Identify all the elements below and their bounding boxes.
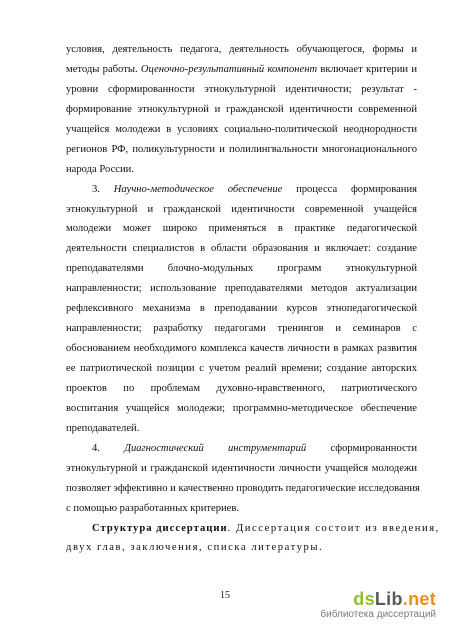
page-number: 15 xyxy=(220,590,230,601)
text-line: рефлексивного механизма в преподавании курсов этнопедагогической xyxy=(66,303,417,315)
text-line: позволяет эффективно и качественно проводить педагогические исследования xyxy=(66,482,420,494)
text-line: народа России. xyxy=(66,163,134,175)
text-line: преподавателей. xyxy=(66,422,140,434)
text-line: методы работы. Оценочно-результативный компонент включает критерии и xyxy=(66,63,417,75)
text-line: формирование этнокультурной и гражданской идентичности современной xyxy=(66,103,417,115)
text-line: обоснованием необходимого комплекса качеств личности в рамках развития xyxy=(66,343,417,355)
diagnostic-toolkit-term: Диагностический инструментарий xyxy=(124,442,307,454)
text-line: ее патриотической позиции с учетом реалий времени; создание авторских xyxy=(66,363,417,374)
structure-heading: Структура диссертации xyxy=(92,522,228,534)
dissertation-page-text xyxy=(66,40,440,558)
dslib-subtitle: библиотека диссертаций xyxy=(320,609,436,620)
text-line: учащейся молодежи в условиях социально-политической неоднородности xyxy=(66,123,417,135)
text-line: молодежи может широко применяться в практике педагогической xyxy=(66,223,417,235)
text-line: воспитания учащейся молодежи; программно-методическое обеспечение xyxy=(66,402,417,414)
text-line: уровни сформированности этнокультурной идентичности; результат - xyxy=(66,83,417,95)
methodical-support-term: Научно-методическое обеспечение xyxy=(113,183,283,195)
dslib-logo: dsLib.net xyxy=(353,589,436,609)
text-line: этнокультурной и гражданской идентичности личности учащейся молодежи xyxy=(66,462,417,474)
text-line: регионов РФ, поликультурности и полилингвальности многонационального xyxy=(66,143,417,155)
text-line: деятельности специалистов в области образования и включает: создание xyxy=(66,243,417,255)
dslib-watermark xyxy=(320,589,436,621)
text-line: двух глав, заключения, списка литературы. xyxy=(66,542,324,554)
text-line: этнокультурной и гражданской идентичности современной учащейся xyxy=(66,203,417,215)
text-line: направленности; использование преподавателями методов актуализации xyxy=(66,283,417,295)
text-line: Структура диссертации. Диссертация состоит из введения, xyxy=(92,522,440,534)
text-line: направленности; разработку педагогами тренингов и семинаров с xyxy=(66,323,417,335)
text-line: 4. Диагностический инструментарий сформированности xyxy=(92,442,418,454)
evaluation-component-term: Оценочно-результативный компонент xyxy=(140,63,318,75)
text-line: 3. Научно-методическое обеспечение процесса формирования xyxy=(92,183,417,195)
text-line: проектов по проблемам духовно-нравственного, патриотического xyxy=(66,382,417,394)
text-line: с помощью разработанных критериев. xyxy=(66,502,240,514)
text-line: условия, деятельность педагога, деятельность обучающегося, формы и xyxy=(66,44,417,55)
text-line: преподавателями блочно-модульных программ этнокультурной xyxy=(66,263,417,275)
